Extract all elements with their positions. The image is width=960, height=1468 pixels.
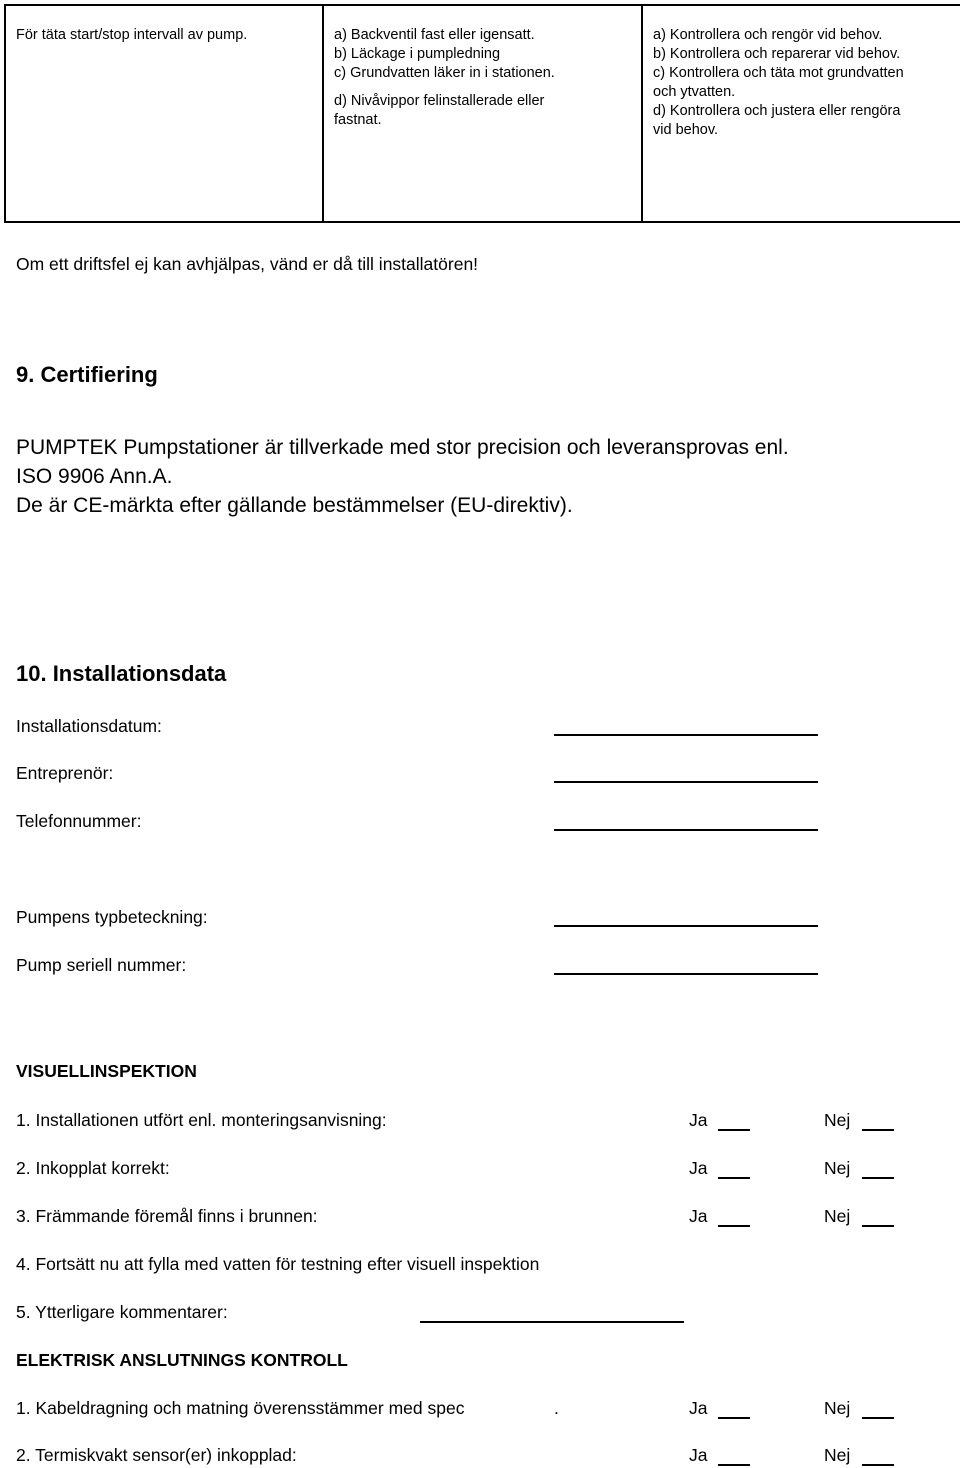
- installer-note: Om ett driftsfel ej kan avhjälpas, vänd er då till installatören!: [16, 254, 479, 274]
- electrical-item-1-yes-line[interactable]: [718, 1417, 750, 1419]
- remedy-c-line2: och ytvatten.: [653, 84, 736, 100]
- visual-item-5: 5. Ytterligare kommentarer:: [16, 1302, 228, 1322]
- field-label-entreprenor: Entreprenör:: [16, 763, 114, 783]
- visual-item-1: 1. Installationen utfört enl. monteringsanvisning:: [16, 1110, 387, 1130]
- cause-a: a) Backventil fast eller igensatt.: [334, 27, 535, 43]
- fault-cell: [5, 5, 323, 222]
- electrical-item-2-yes-line[interactable]: [718, 1464, 750, 1466]
- field-line-seriell-nummer[interactable]: [554, 973, 818, 975]
- field-line-installationsdatum[interactable]: [554, 734, 818, 736]
- field-line-typbeteckning[interactable]: [554, 925, 818, 927]
- visual-item-2: 2. Inkopplat korrekt:: [16, 1158, 170, 1178]
- troubleshooting-table: [4, 4, 960, 223]
- cause-c: c) Grundvatten läker in i stationen.: [334, 65, 555, 81]
- remedy-c-line1: c) Kontrollera och täta mot grundvatten: [653, 65, 904, 81]
- visual-item-2-yes-label: Ja: [689, 1158, 708, 1178]
- field-line-telefonnummer[interactable]: [554, 829, 818, 831]
- electrical-check-heading: ELEKTRISK ANSLUTNINGS KONTROLL: [16, 1350, 348, 1370]
- field-label-telefonnummer: Telefonnummer:: [16, 811, 142, 831]
- visual-item-2-no-line[interactable]: [862, 1177, 894, 1179]
- remedy-cell: [642, 5, 960, 222]
- remedy-d-line2: vid behov.: [653, 122, 719, 138]
- electrical-item-2-yes-label: Ja: [689, 1445, 708, 1465]
- certification-heading: 9. Certifiering: [16, 362, 158, 387]
- cause-cell: [323, 5, 642, 222]
- visual-item-3-no-line[interactable]: [862, 1225, 894, 1227]
- visual-item-1-yes-label: Ja: [689, 1110, 708, 1130]
- visual-item-3-yes-label: Ja: [689, 1206, 708, 1226]
- field-label-seriell-nummer: Pump seriell nummer:: [16, 955, 187, 975]
- field-label-installationsdatum: Installationsdatum:: [16, 716, 162, 736]
- comments-line[interactable]: [420, 1321, 684, 1323]
- visual-item-3-no-label: Nej: [824, 1206, 851, 1226]
- visual-item-4: 4. Fortsätt nu att fylla med vatten för testning efter visuell inspektion: [16, 1254, 540, 1274]
- visual-inspection-heading: VISUELLINSPEKTION: [16, 1061, 197, 1081]
- certification-line-2: ISO 9906 Ann.A.: [16, 465, 173, 488]
- electrical-item-1-yes-label: Ja: [689, 1398, 708, 1418]
- visual-item-1-yes-line[interactable]: [718, 1129, 750, 1131]
- electrical-item-2: 2. Termiskvakt sensor(er) inkopplad:: [16, 1445, 297, 1465]
- field-line-entreprenor[interactable]: [554, 781, 818, 783]
- certification-line-3: De är CE-märkta efter gällande bestämmelser (EU-direktiv).: [16, 494, 573, 517]
- fault-text: För täta start/stop intervall av pump.: [16, 27, 248, 43]
- visual-item-2-yes-line[interactable]: [718, 1177, 750, 1179]
- remedy-a: a) Kontrollera och rengör vid behov.: [653, 27, 883, 43]
- electrical-item-1: 1. Kabeldragning och matning överensstämmer med spec: [16, 1398, 465, 1418]
- visual-item-1-no-label: Nej: [824, 1110, 851, 1130]
- remedy-b: b) Kontrollera och reparerar vid behov.: [653, 46, 901, 62]
- cause-spacer: [334, 83, 631, 92]
- electrical-item-1-no-line[interactable]: [862, 1417, 894, 1419]
- visual-item-3-yes-line[interactable]: [718, 1225, 750, 1227]
- table-row: [5, 5, 960, 222]
- cause-b: b) Läckage i pumpledning: [334, 46, 501, 62]
- installation-heading: 10. Installationsdata: [16, 661, 227, 686]
- visual-item-3: 3. Främmande föremål finns i brunnen:: [16, 1206, 318, 1226]
- visual-item-2-no-label: Nej: [824, 1158, 851, 1178]
- electrical-item-1-dot: .: [554, 1398, 559, 1418]
- certification-line-1: PUMPTEK Pumpstationer är tillverkade med stor precision och leveransprovas enl.: [16, 436, 789, 459]
- electrical-item-2-no-line[interactable]: [862, 1464, 894, 1466]
- cause-d-line2: fastnat.: [334, 112, 382, 128]
- electrical-item-2-no-label: Nej: [824, 1445, 851, 1465]
- visual-item-1-no-line[interactable]: [862, 1129, 894, 1131]
- cause-d-line1: d) Nivåvippor felinstallerade eller: [334, 93, 545, 109]
- field-label-typbeteckning: Pumpens typbeteckning:: [16, 907, 208, 927]
- remedy-d-line1: d) Kontrollera och justera eller rengöra: [653, 103, 901, 119]
- electrical-item-1-no-label: Nej: [824, 1398, 851, 1418]
